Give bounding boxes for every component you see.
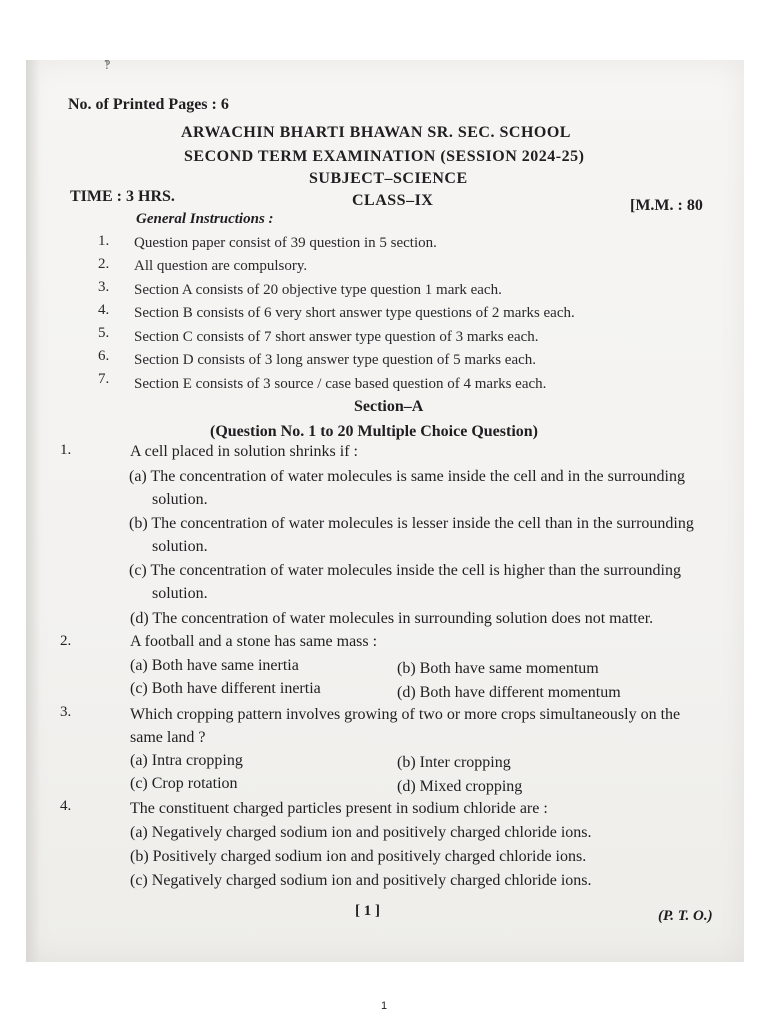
instruction-text: Section E consists of 3 source / case based question of 4 marks each. (134, 376, 547, 392)
option-text: (b) Both have same momentum (397, 660, 599, 677)
instruction-number: 3. (98, 279, 110, 295)
instruction-text: Section B consists of 6 very short answer type questions of 2 marks each. (134, 305, 575, 321)
question-number: 2. (60, 633, 72, 649)
section-subtitle: (Question No. 1 to 20 Multiple Choice Question) (210, 423, 538, 440)
option-text: (a) Intra cropping (130, 752, 243, 769)
instruction-text: Question paper consist of 39 question in 5 section. (134, 235, 437, 251)
question-text: The constituent charged particles present in sodium chloride are : (130, 800, 548, 817)
page-marker: [ 1 ] (355, 903, 380, 919)
instruction-text: Section D consists of 3 long answer type question of 5 marks each. (134, 352, 537, 368)
printed-pages: No. of Printed Pages : 6 (68, 96, 229, 113)
ink-mark: ‽ (104, 60, 111, 72)
option-text: solution. (152, 538, 208, 555)
instruction-number: 6. (98, 348, 110, 364)
school-name: ARWACHIN BHARTI BHAWAN SR. SEC. SCHOOL (181, 124, 571, 141)
question-number: 4. (60, 798, 72, 814)
option-text: (c) Negatively charged sodium ion and positively charged chloride ions. (130, 872, 592, 889)
max-marks: [M.M. : 80 (630, 197, 703, 214)
instruction-text: All question are compulsory. (134, 258, 308, 274)
option-text: (a) The concentration of water molecules is same inside the cell and in the surrounding (129, 468, 685, 485)
option-text: solution. (152, 585, 208, 602)
exam-paper (26, 60, 744, 962)
instruction-number: 7. (98, 371, 110, 387)
pto-label: (P. T. O.) (658, 908, 713, 924)
option-text: solution. (152, 491, 208, 508)
question-text: A cell placed in solution shrinks if : (130, 443, 358, 460)
option-text: (c) Both have different inertia (130, 680, 321, 697)
instruction-number: 4. (98, 302, 110, 318)
subject-title: SUBJECT–SCIENCE (309, 170, 468, 187)
instructions-title: General Instructions : (136, 211, 274, 227)
question-number: 3. (60, 704, 72, 720)
document-page-number: 1 (380, 1000, 388, 1012)
class-label: CLASS–IX (352, 192, 434, 209)
option-text: (d) The concentration of water molecules in surrounding solution does not matter. (130, 610, 654, 627)
question-text: same land ? (130, 729, 206, 746)
exam-title: SECOND TERM EXAMINATION (SESSION 2024-25) (184, 148, 585, 165)
option-text: (c) The concentration of water molecules inside the cell is higher than the surrounding (129, 562, 681, 579)
instruction-number: 5. (98, 325, 110, 341)
option-text: (b) The concentration of water molecules is lesser inside the cell than in the surrounding (129, 515, 694, 532)
question-text: Which cropping pattern involves growing of two or more crops simultaneously on the (130, 706, 681, 723)
option-text: (a) Both have same inertia (130, 657, 299, 674)
option-text: (d) Both have different momentum (397, 684, 621, 701)
section-title: Section–A (354, 398, 424, 415)
instruction-text: Section C consists of 7 short answer type question of 3 marks each. (134, 329, 539, 345)
question-number: 1. (60, 442, 72, 458)
time-label: TIME : 3 HRS. (70, 188, 175, 205)
option-text: (d) Mixed cropping (397, 778, 523, 795)
option-text: (b) Inter cropping (397, 754, 511, 771)
instruction-text: Section A consists of 20 objective type question 1 mark each. (134, 282, 502, 298)
instruction-number: 2. (98, 256, 110, 272)
option-text: (c) Crop rotation (130, 775, 238, 792)
question-text: A football and a stone has same mass : (130, 633, 378, 650)
instruction-number: 1. (98, 233, 110, 249)
option-text: (a) Negatively charged sodium ion and positively charged chloride ions. (130, 824, 592, 841)
option-text: (b) Positively charged sodium ion and positively charged chloride ions. (130, 848, 587, 865)
